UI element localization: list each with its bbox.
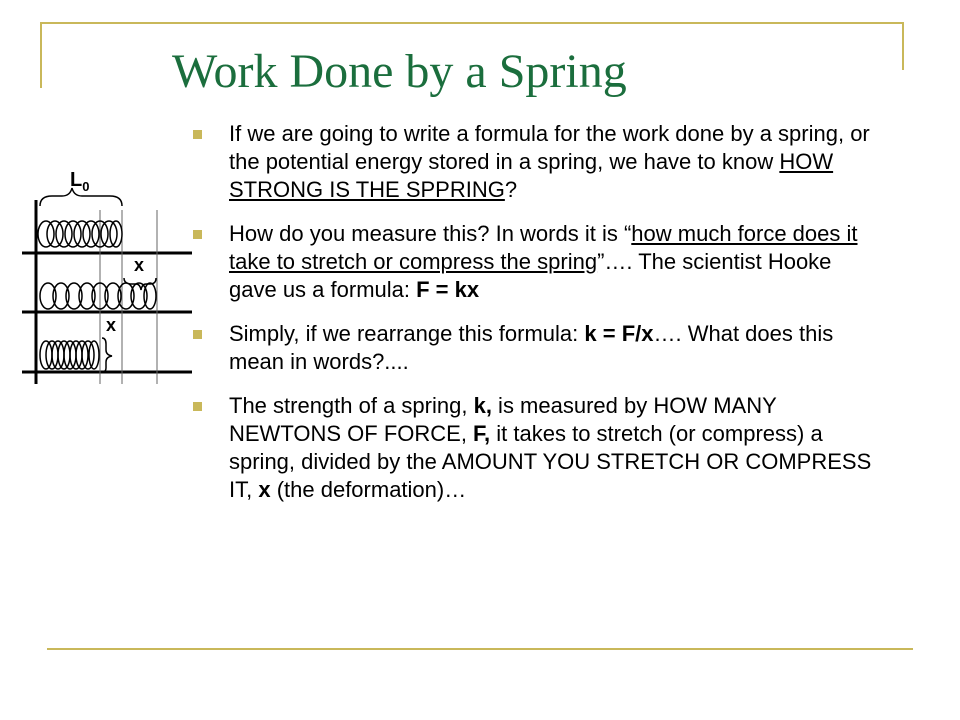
compress-label: x [106, 315, 117, 335]
bullet-text: ”…. The scientist Hooke gave us a formula: [229, 249, 832, 302]
bullet-item [190, 392, 880, 504]
bullet-square-icon [193, 230, 202, 239]
spring-compressed [40, 341, 99, 369]
spring-relaxed [38, 221, 122, 247]
bullet-text: (the deformation)… [270, 477, 467, 502]
decorative-right-rule [902, 22, 904, 70]
compress-brace [102, 338, 112, 372]
bullet-text: How do you measure this? In words it is “ [229, 221, 632, 246]
decorative-left-rule [40, 22, 42, 88]
bullet-text: If we are going to write a formula for the work done by a spring, or the potential energy stored in a spring, we have to know [229, 121, 870, 174]
bullet-item [190, 320, 880, 376]
bullet-text: The strength of a spring, [229, 393, 474, 418]
bullet-underlined-text: HOW STRONG IS THE SPPRING [229, 149, 834, 202]
bullet-item [190, 220, 880, 304]
bullet-underlined-text: how much force does it take to stretch or compress the spring [229, 221, 858, 274]
hooke-formula: F = kx [416, 277, 480, 302]
slide-title: Work Done by a Spring [172, 45, 627, 98]
bold-term: F, [473, 421, 491, 446]
bullet-text: ? [504, 177, 518, 202]
bullet-square-icon [193, 330, 202, 339]
bullet-text: is measured by HOW MANY NEWTONS OF FORCE, [229, 393, 777, 446]
decorative-top-rule [40, 22, 902, 24]
length-label: $L_0$ [70, 169, 90, 194]
bullet-square-icon [193, 402, 202, 411]
bullet-item [190, 120, 880, 204]
spring-stretched [40, 283, 156, 309]
spring-diagram [22, 160, 192, 385]
bullet-text: it takes to stretch (or compress) a spring, divided by the AMOUNT YOU STRETCH OR COMPRESS IT, [229, 421, 872, 502]
bullet-text: Simply, if we rearrange this formula: [229, 321, 585, 346]
bold-term: x [258, 477, 271, 502]
decorative-bottom-rule [47, 648, 913, 650]
rearranged-formula: k = F/x [584, 321, 654, 346]
stretch-label: x [134, 255, 145, 275]
bullet-list [190, 120, 880, 520]
bullet-square-icon [193, 130, 202, 139]
bullet-text: …. What does this mean in words?.... [229, 321, 834, 374]
bold-term: k, [473, 393, 492, 418]
